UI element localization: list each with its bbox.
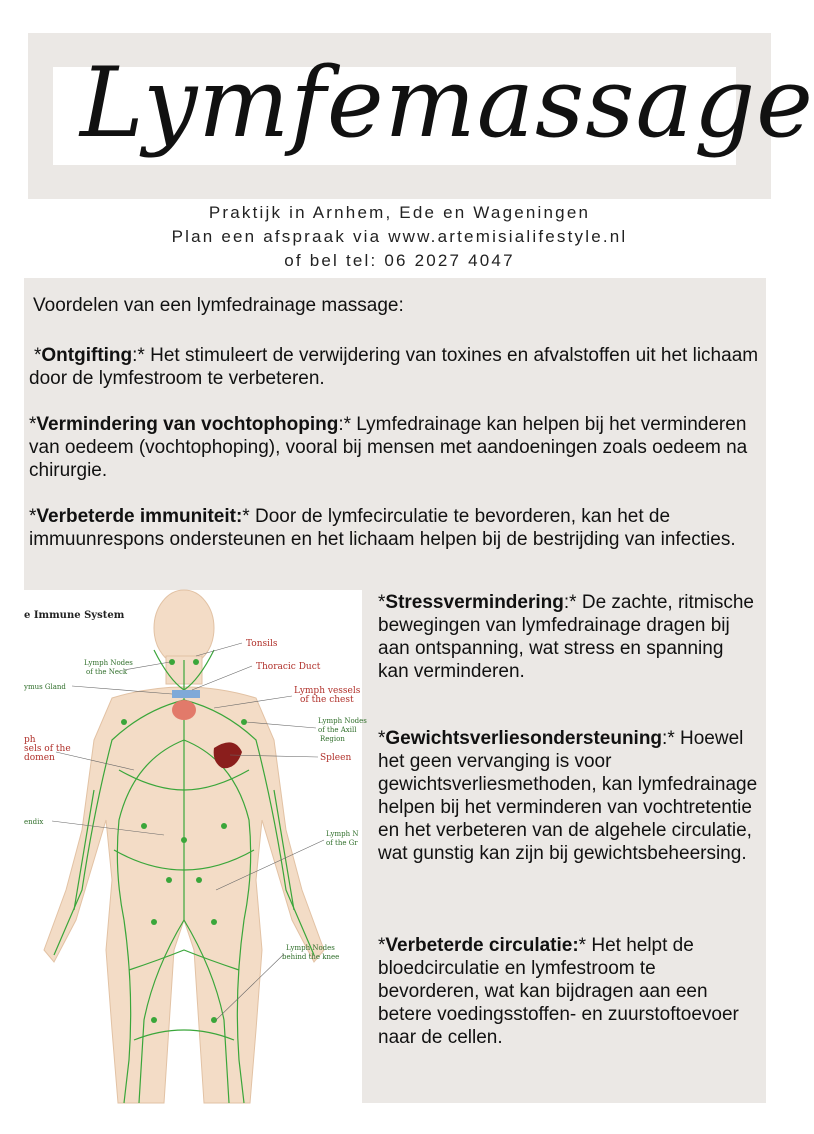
label-thymus: ymus Gland	[24, 683, 66, 691]
contact-locations: Praktijk in Arnhem, Ede en Wageningen	[208, 203, 591, 222]
label-groin-2: of the Gr	[326, 839, 358, 847]
label-knee-2: behind the knee	[282, 953, 340, 961]
label-axilla-3: Region	[320, 735, 345, 743]
contact-phone: of bel tel: 06 2027 4047	[284, 251, 515, 270]
label-chest-vessels-2: of the chest	[300, 695, 354, 705]
label-thoracic-duct: Thoracic Duct	[256, 662, 321, 672]
benefit-stress: *Stressvermindering:* De zachte, ritmische bewegingen van lymfedrainage dragen bij aan ontspanning, wat stress en spanning kan verminderen.	[378, 592, 754, 682]
benefit-circulation: *Verbeterde circulatie:* Het helpt de bloedcirculatie en lymfestroom te bevorderen, wat kan bijdragen aan een betere voedingsstoffen- en zuurstoftoevoer naar de cellen.	[378, 935, 739, 1048]
benefit-immunity: *Verbeterde immuniteit:* Door de lymfecirculatie te bevorderen, kan het de immuunrespons ondersteunen en het lichaam helpen bij de bestrijding van infecties.	[29, 506, 736, 550]
label-spleen: Spleen	[320, 753, 352, 763]
intro-heading: Voordelen van een lymfedrainage massage:	[33, 295, 404, 316]
lymphatic-system-illustration	[24, 590, 367, 1103]
label-axilla-1: Lymph Nodes	[318, 717, 367, 725]
body-diagram	[24, 590, 367, 1103]
label-abdomen-1: ph	[24, 735, 36, 745]
label-knee-1: Lymph Nodes	[286, 944, 335, 952]
benefit-fluid: *Vermindering van vochtophoping:* Lymfedrainage kan helpen bij het verminderen van oedeem (vochtophoping), vooral bij mensen met aandoeningen zoals oedeem na chirurgie.	[29, 414, 748, 481]
label-chest-vessels-1: Lymph vessels	[294, 686, 361, 696]
contact-info	[0, 201, 799, 273]
page-title: Lymfemassage	[80, 47, 814, 159]
label-abdomen-2: sels of the	[24, 744, 71, 754]
label-appendix: endix	[24, 818, 44, 826]
contact-website: Plan een afspraak via www.artemisialifestyle.nl	[171, 227, 628, 246]
label-neck-nodes-1: Lymph Nodes	[84, 659, 133, 667]
thymus-shape	[172, 690, 200, 698]
label-neck-nodes-2: of the Neck	[86, 668, 128, 676]
figure-title: e Immune System	[24, 610, 125, 621]
heart-icon	[172, 700, 196, 720]
benefit-weight: *Gewichtsverliesondersteuning:* Hoewel het geen vervanging is voor gewichtsverliesmethoden, kan lymfedrainage helpen bij het verminderen van vochtretentie en het verbeteren van de algehele circulatie, wat gunstig kan zijn bij gewichtsbeheersing.	[378, 728, 758, 864]
label-axilla-2: of the Axill	[318, 726, 357, 734]
label-tonsils: Tonsils	[246, 639, 278, 649]
benefit-detox: *Ontgifting:* Het stimuleert de verwijdering van toxines en afvalstoffen uit het lichaam door de lymfestroom te verbeteren.	[29, 345, 759, 389]
label-abdomen-3: domen	[24, 753, 55, 763]
label-groin-1: Lymph N	[326, 830, 359, 838]
